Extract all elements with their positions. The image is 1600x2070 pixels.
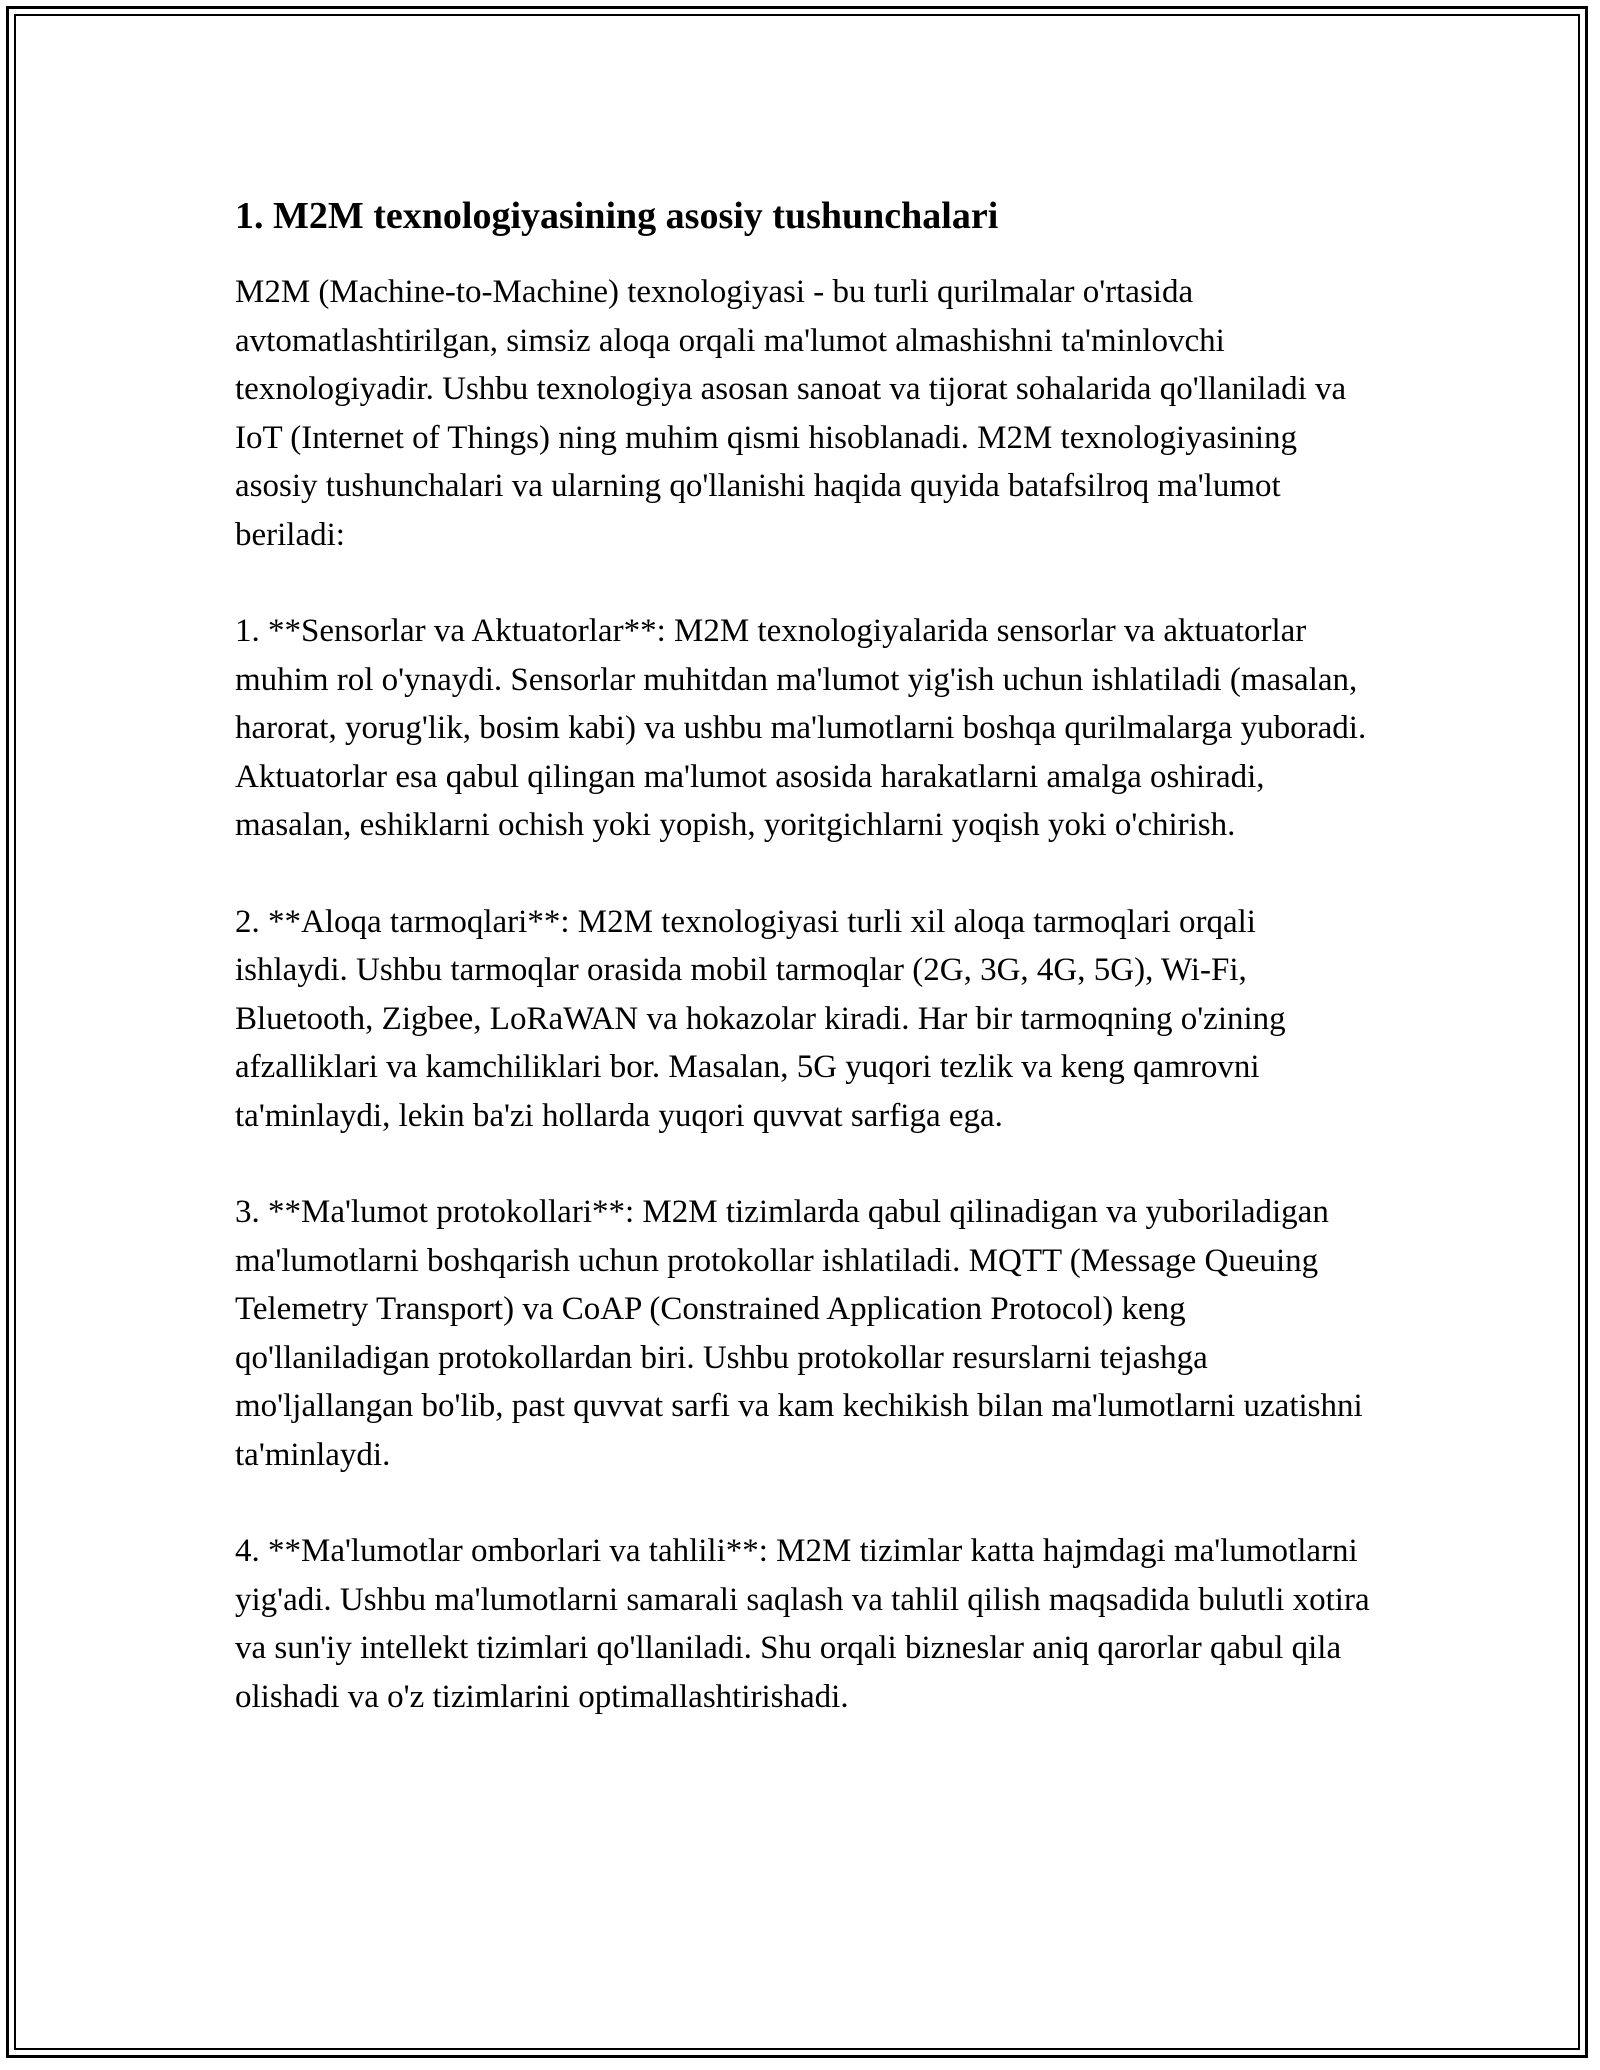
data-storage-paragraph: 4. **Ma'lumotlar omborlari va tahlili**: M2M tizimlar katta hajmdagi ma'lumotlarni yig'adi. Ushbu ma'lumotlarni samarali saqlash va tahlil qilish maqsadida bulutli xotira va sun'iy intellekt tizimlari qo'llaniladi. Shu orqali bizneslar aniq qarorlar qabul qila olishadi va o'z tizimlarini optimallashtirishadi. xyxy=(235,1533,1370,1715)
intro-paragraph: M2M (Machine-to-Machine) texnologiyasi - bu turli qurilmalar o'rtasida avtomatlashtirilgan, simsiz aloqa orqali ma'lumot almashishni ta'minlovchi texnologiyadir. Ushbu texnologiya asosan sanoat va tijorat sohalarida qo'llaniladi va IoT (Internet of Things) ning muhim qismi hisoblanadi. M2M texnologiyasining asosiy tushunchalari va ularning qo'llanishi haqida quyida batafsilroq ma'lumot beriladi: xyxy=(235,274,1347,553)
page-title: 1. M2M texnologiyasining asosiy tushunchalari xyxy=(235,195,999,237)
protocols-paragraph: 3. **Ma'lumot protokollari**: M2M tizimlarda qabul qilinadigan va yuboriladigan ma'lumotlarni boshqarish uchun protokollar ishlatiladi. MQTT (Message Queuing Telemetry Transport) va CoAP (Constrained Application Protocol) keng qo'llaniladigan protokollardan biri. Ushbu protokollar resurslarni tejashga mo'ljallangan bo'lib, past quvvat sarfi va kam kechikish bilan ma'lumotlarni uzatishni ta'minlaydi. xyxy=(235,1194,1363,1473)
networks-paragraph: 2. **Aloqa tarmoqlari**: M2M texnologiyasi turli xil aloqa tarmoqlari orqali ishlaydi. Ushbu tarmoqlar orasida mobil tarmoqlar (2G, 3G, 4G, 5G), Wi-Fi, Bluetooth, Zigbee, LoRaWAN va hokazolar kiradi. Har bir tarmoqning o'zining afzalliklari va kamchiliklari bor. Masalan, 5G yuqori tezlik va keng qamrovni ta'minlaydi, lekin ba'zi hollarda yuqori quvvat sarfiga ega. xyxy=(235,903,1286,1134)
sensors-paragraph: 1. **Sensorlar va Aktuatorlar**: M2M texnologiyalarida sensorlar va aktuatorlar muhim rol o'ynaydi. Sensorlar muhitdan ma'lumot yig'ish uchun ishlatiladi (masalan, harorat, yorug'lik, bosim kabi) va ushbu ma'lumotlarni boshqa qurilmalarga yuboradi. Aktuatorlar esa qabul qilingan ma'lumot asosida harakatlarni amalga oshiradi, masalan, eshiklarni ochish yoki yopish, yoritgichlarni yoqish yoki o'chirish. xyxy=(235,613,1367,843)
document-body xyxy=(235,184,1370,1769)
